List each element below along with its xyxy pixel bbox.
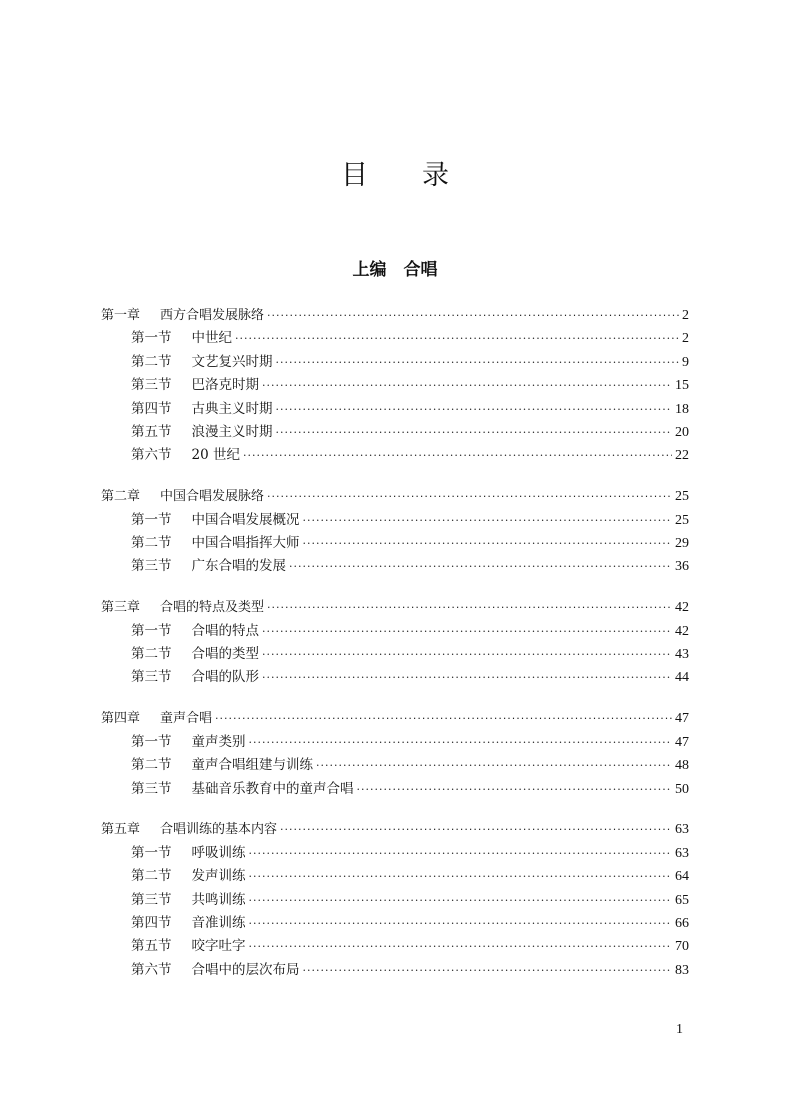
dot-leader bbox=[249, 731, 673, 754]
chapter-entry[interactable] bbox=[101, 485, 689, 508]
section-number: 第三节 bbox=[131, 780, 172, 797]
chapter-title: 合唱训练的基本内容 bbox=[160, 822, 278, 838]
section-number: 第二节 bbox=[131, 353, 172, 370]
section-title: 浪漫主义时期 bbox=[191, 423, 273, 440]
dot-leader bbox=[357, 778, 673, 801]
section-title: 古典主义时期 bbox=[191, 400, 273, 417]
section-entry[interactable] bbox=[101, 509, 689, 532]
section-number: 第一节 bbox=[131, 622, 172, 639]
section-number: 第一节 bbox=[131, 733, 172, 750]
dot-leader bbox=[262, 374, 672, 397]
section-title: 合唱的特点 bbox=[191, 622, 259, 639]
chapter-block bbox=[101, 818, 689, 982]
section-page: 66 bbox=[675, 915, 689, 931]
section-page: 9 bbox=[682, 354, 689, 370]
chapter-number: 第四章 bbox=[101, 711, 141, 727]
chapter-title: 中国合唱发展脉络 bbox=[160, 489, 265, 505]
section-title: 基础音乐教育中的童声合唱 bbox=[191, 780, 354, 797]
section-number: 第三节 bbox=[131, 377, 172, 394]
section-page: 64 bbox=[675, 869, 689, 885]
dot-leader bbox=[289, 555, 672, 578]
section-title: 广东合唱的发展 bbox=[191, 558, 286, 575]
section-entry[interactable] bbox=[101, 327, 689, 350]
chapter-entry[interactable] bbox=[101, 596, 689, 619]
section-title: 20 世纪 bbox=[191, 447, 240, 464]
section-page: 18 bbox=[675, 401, 689, 417]
section-title: 合唱的队形 bbox=[191, 669, 259, 686]
section-number: 第六节 bbox=[131, 961, 172, 978]
dot-leader bbox=[249, 912, 673, 935]
table-of-contents bbox=[101, 304, 689, 1000]
section-entry[interactable] bbox=[101, 444, 689, 467]
section-entry[interactable] bbox=[101, 935, 689, 958]
section-title: 童声合唱组建与训练 bbox=[191, 757, 313, 774]
section-number: 第一节 bbox=[131, 330, 172, 347]
chapter-page: 42 bbox=[675, 600, 689, 616]
chapter-entry[interactable] bbox=[101, 707, 689, 730]
dot-leader bbox=[267, 485, 672, 508]
section-number: 第四节 bbox=[131, 400, 172, 417]
section-number: 第五节 bbox=[131, 938, 172, 955]
section-title: 共鸣训练 bbox=[191, 891, 246, 908]
dot-leader bbox=[249, 935, 673, 958]
section-entry[interactable] bbox=[101, 912, 689, 935]
toc-title: 目录 bbox=[341, 160, 503, 191]
section-number: 第三节 bbox=[131, 558, 172, 575]
section-entry[interactable] bbox=[101, 865, 689, 888]
section-title: 呼吸训练 bbox=[191, 844, 246, 861]
section-entry[interactable] bbox=[101, 620, 689, 643]
section-number: 第二节 bbox=[131, 757, 172, 774]
dot-leader bbox=[215, 707, 672, 730]
section-page: 42 bbox=[675, 623, 689, 639]
chapter-number: 第二章 bbox=[101, 489, 141, 505]
page-number: 1 bbox=[676, 1022, 683, 1037]
section-title: 咬字吐字 bbox=[191, 938, 246, 955]
dot-leader bbox=[262, 620, 672, 643]
section-number: 第四节 bbox=[131, 914, 172, 931]
section-title: 中国合唱发展概况 bbox=[191, 511, 300, 528]
dot-leader bbox=[249, 889, 673, 912]
dot-leader bbox=[303, 959, 673, 982]
chapter-page: 2 bbox=[682, 308, 689, 323]
chapter-page: 47 bbox=[675, 711, 689, 727]
dot-leader bbox=[316, 754, 672, 777]
section-page: 22 bbox=[675, 448, 689, 464]
dot-leader bbox=[262, 666, 672, 689]
section-entry[interactable] bbox=[101, 666, 689, 689]
section-page: 29 bbox=[675, 536, 689, 552]
dot-leader bbox=[249, 865, 673, 888]
chapter-page: 25 bbox=[675, 489, 689, 505]
dot-leader bbox=[267, 596, 672, 619]
section-number: 第二节 bbox=[131, 646, 172, 663]
section-page: 15 bbox=[675, 378, 689, 394]
section-title: 发声训练 bbox=[191, 868, 246, 885]
dot-leader bbox=[262, 643, 672, 666]
section-title: 童声类别 bbox=[191, 733, 246, 750]
chapter-title: 西方合唱发展脉络 bbox=[160, 308, 265, 323]
dot-leader bbox=[280, 818, 672, 841]
chapter-block bbox=[101, 596, 689, 690]
chapter-title: 童声合唱 bbox=[160, 711, 213, 727]
chapter-number: 第一章 bbox=[101, 308, 141, 323]
section-number: 第五节 bbox=[131, 423, 172, 440]
chapter-page: 63 bbox=[675, 822, 689, 838]
chapter-entry[interactable] bbox=[101, 818, 689, 841]
dot-leader bbox=[276, 351, 680, 374]
section-number: 第一节 bbox=[131, 511, 172, 528]
section-number: 第六节 bbox=[131, 447, 172, 464]
section-entry[interactable] bbox=[101, 778, 689, 801]
chapter-number: 第三章 bbox=[101, 600, 141, 616]
section-entry[interactable] bbox=[101, 889, 689, 912]
section-page: 48 bbox=[675, 758, 689, 774]
section-title: 文艺复兴时期 bbox=[191, 353, 273, 370]
dot-leader bbox=[243, 444, 672, 467]
section-title: 合唱中的层次布局 bbox=[191, 961, 300, 978]
dot-leader bbox=[235, 327, 679, 350]
part-title: 上编 合唱 bbox=[352, 260, 438, 280]
section-page: 65 bbox=[675, 892, 689, 908]
dot-leader bbox=[303, 509, 673, 532]
section-entry[interactable] bbox=[101, 398, 689, 421]
section-page: 47 bbox=[675, 734, 689, 750]
section-page: 44 bbox=[675, 670, 689, 686]
chapter-block bbox=[101, 485, 689, 579]
chapter-block bbox=[101, 304, 689, 468]
section-title: 中世纪 bbox=[191, 330, 232, 347]
section-number: 第一节 bbox=[131, 844, 172, 861]
section-title: 音准训练 bbox=[191, 914, 246, 931]
section-number: 第二节 bbox=[131, 535, 172, 552]
section-page: 2 bbox=[682, 331, 689, 347]
section-entry[interactable] bbox=[101, 643, 689, 666]
section-entry[interactable] bbox=[101, 555, 689, 578]
section-entry[interactable] bbox=[101, 731, 689, 754]
section-number: 第三节 bbox=[131, 891, 172, 908]
chapter-entry[interactable] bbox=[101, 304, 689, 327]
section-title: 巴洛克时期 bbox=[191, 377, 259, 394]
section-page: 20 bbox=[675, 424, 689, 440]
section-page: 83 bbox=[675, 962, 689, 978]
chapter-block bbox=[101, 707, 689, 801]
dot-leader bbox=[249, 842, 673, 865]
section-number: 第三节 bbox=[131, 669, 172, 686]
section-entry[interactable] bbox=[101, 532, 689, 555]
section-entry[interactable] bbox=[101, 842, 689, 865]
section-page: 25 bbox=[675, 512, 689, 528]
dot-leader bbox=[303, 532, 673, 555]
section-entry[interactable] bbox=[101, 959, 689, 982]
section-page: 63 bbox=[675, 845, 689, 861]
section-title: 合唱的类型 bbox=[191, 646, 259, 663]
section-entry[interactable] bbox=[101, 374, 689, 397]
chapter-title: 合唱的特点及类型 bbox=[160, 600, 265, 616]
dot-leader bbox=[276, 398, 673, 421]
section-page: 43 bbox=[675, 647, 689, 663]
section-number: 第二节 bbox=[131, 868, 172, 885]
dot-leader bbox=[276, 421, 673, 444]
section-title: 中国合唱指挥大师 bbox=[191, 535, 300, 552]
section-entry[interactable] bbox=[101, 754, 689, 777]
section-entry[interactable] bbox=[101, 351, 689, 374]
section-page: 36 bbox=[675, 559, 689, 575]
dot-leader bbox=[267, 304, 679, 327]
section-page: 50 bbox=[675, 781, 689, 797]
section-page: 70 bbox=[675, 939, 689, 955]
chapter-number: 第五章 bbox=[101, 822, 141, 838]
section-entry[interactable] bbox=[101, 421, 689, 444]
